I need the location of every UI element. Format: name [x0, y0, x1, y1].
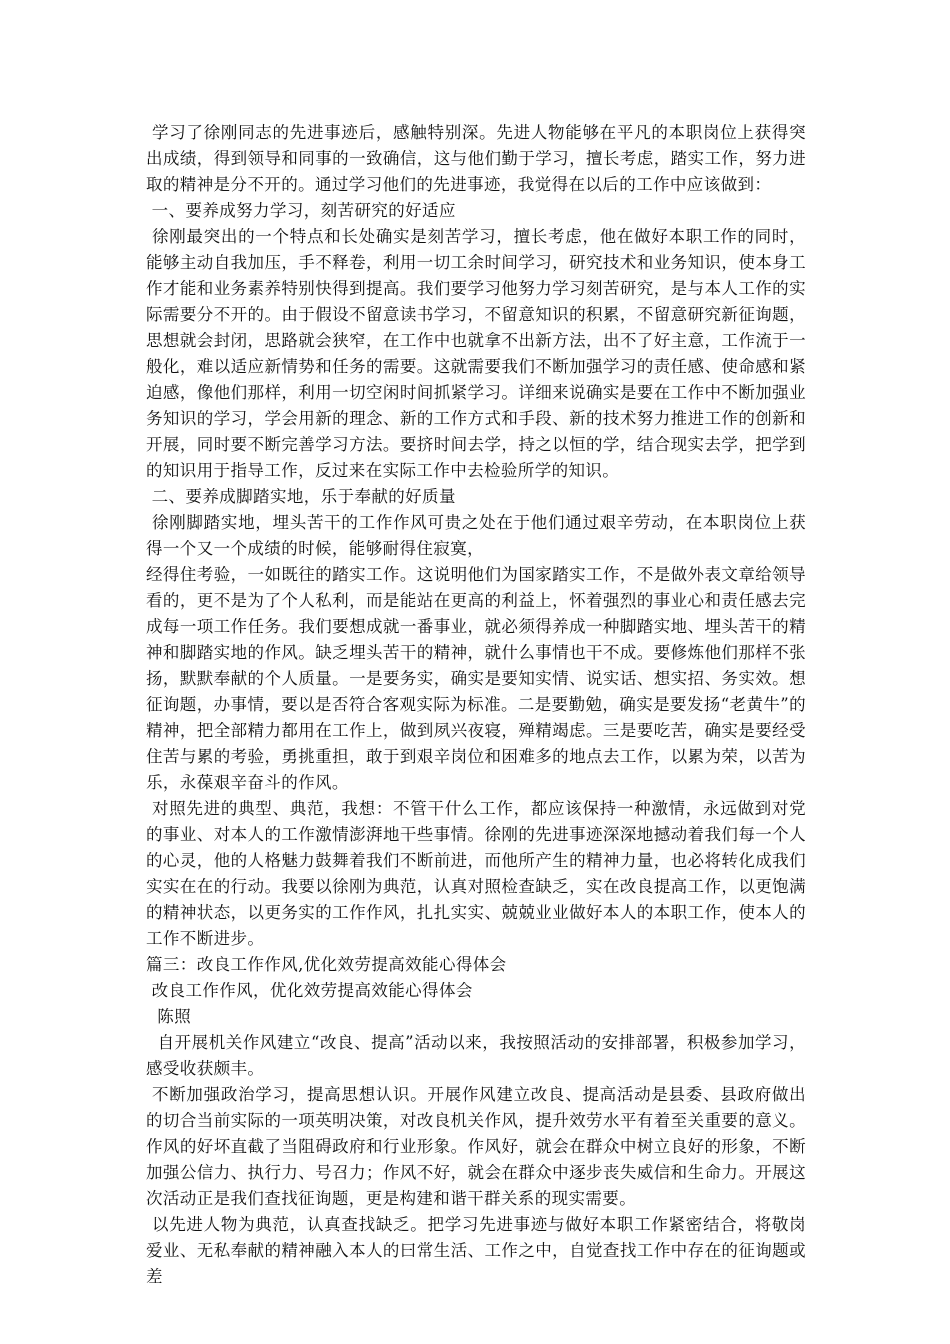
body-paragraph: 徐刚最突出的一个特点和长处确实是刻苦学习，擅长考虑，他在做好本职工作的同时，能够主动自我加压，手不释卷，利用一切工余时间学习，研究技术和业务知识，使本身工作才能和业务素养特别快得到提高。我们要学习他努力学习刻苦研究，是与本人工作的实际需要分不开的。由于假设不留意读书学习，不留意知识的积累，不留意研究新征询题，思想就会封闭，思路就会狭窄，在工作中也就拿不出新方法，出不了好主意，工作流于一般化，难以适应新情势和任务的需要。这就需要我们不断加强学习的责任感、使命感和紧迫感，像他们那样，利用一切空闲时间抓紧学习。详细来说确实是要在工作中不断加强业务知识的学习，学会用新的理念、新的工作方式和手段、新的技术努力推进工作的创新和开展，同时要不断完善学习方法。要挤时间去学，持之以恒的学，结合现实去学，把学到的知识用于指导工作，反过来在实际工作中去检验所学的知识。 — [146, 227, 806, 480]
body-paragraph: 以先进人物为典范，认真查找缺乏。把学习先进事迹与做好本职工作紧密结合，将敬岗爱业、无私奉献的精神融入本人的曰常生活、工作之中，自觉查找工作中存在的征询题或差 — [146, 1215, 806, 1286]
section-heading-2: 二、要养成脚踏实地，乐于奉献的好质量 — [146, 487, 456, 506]
chapter-title: 篇三：改良工作作风,优化效劳提高效能心得体会 — [146, 955, 507, 974]
article-title: 改良工作作风，优化效劳提高效能心得体会 — [146, 981, 473, 1000]
author-name: 陈照 — [146, 1007, 192, 1026]
body-paragraph: 不断加强政治学习，提高思想认识。开展作风建立改良、提高活动是县委、县政府做出的切合当前实际的一项英明决策，对改良机关作风，提升效劳水平有着至关重要的意义。作风的好坏直截了当阻碍政府和行业形象。作风好，就会在群众中树立良好的形象，不断加强公信力、执行力、号召力；作风不好，就会在群众中逐步丧失威信和生命力。开展这次活动正是我们查找征询题，更是构建和谐干群关系的现实需要。 — [146, 1085, 806, 1208]
body-paragraph: 对照先进的典型、典范，我想：不管干什么工作，都应该保持一种激情，永远做到对党的事业、对本人的工作激情澎湃地干些事情。徐刚的先进事迹深深地撼动着我们每一个人的心灵，他的人格魅力鼓舞着我们不断前进，而他所产生的精神力量，也必将转化成我们实实在在的行动。我要以徐刚为典范，认真对照检查缺乏，实在改良提高工作，以更饱满的精神状态，以更务实的工作作风，扎扎实实、兢兢业业做好本人的本职工作，使本人的工作不断进步。 — [146, 799, 806, 948]
document-body — [146, 120, 806, 1290]
body-paragraph: 自开展机关作风建立“改良、提高”活动以来，我按照活动的安排部署，积极参加学习，感受收获颇丰。 — [146, 1033, 806, 1078]
body-paragraph: 徐刚脚踏实地，埋头苦干的工作作风可贵之处在于他们通过艰辛劳动，在本职岗位上获得一个又一个成绩的时候，能够耐得住寂寞， — [146, 513, 806, 558]
section-heading-1: 一、要养成努力学习，刻苦研究的好适应 — [146, 201, 456, 220]
body-paragraph: 经得住考验，一如既往的踏实工作。这说明他们为国家踏实工作，不是做外表文章给领导看的，更不是为了个人私利，而是能站在更高的利益上，怀着强烈的事业心和责任感去完成每一项工作任务。我们要想成就一番事业，就必须得养成一种脚踏实地、埋头苦干的精神和脚踏实地的作风。缺乏埋头苦干的精神，就什么事情也干不成。要修炼他们那样不张扬，默默奉献的个人质量。一是要务实，确实是要知实情、说实话、想实招、务实效。想征询题，办事情，要以是否符合客观实际为标准。二是要勤勉，确实是要发扬“老黄牛”的精神，把全部精力都用在工作上，做到夙兴夜寝，殚精竭虑。三是要吃苦，确实是要经受住苦与累的考验，勇挑重担，敢于到艰辛岗位和困难多的地点去工作，以累为荣，以苦为乐，永葆艰辛奋斗的作风。 — [146, 565, 806, 792]
intro-paragraph: 学习了徐刚同志的先进事迹后，感触特别深。先进人物能够在平凡的本职岗位上获得突出成绩，得到领导和同事的一致确信，这与他们勤于学习，擅长考虑，踏实工作，努力进取的精神是分不开的。通过学习他们的先进事迹，我觉得在以后的工作中应该做到： — [146, 123, 806, 194]
